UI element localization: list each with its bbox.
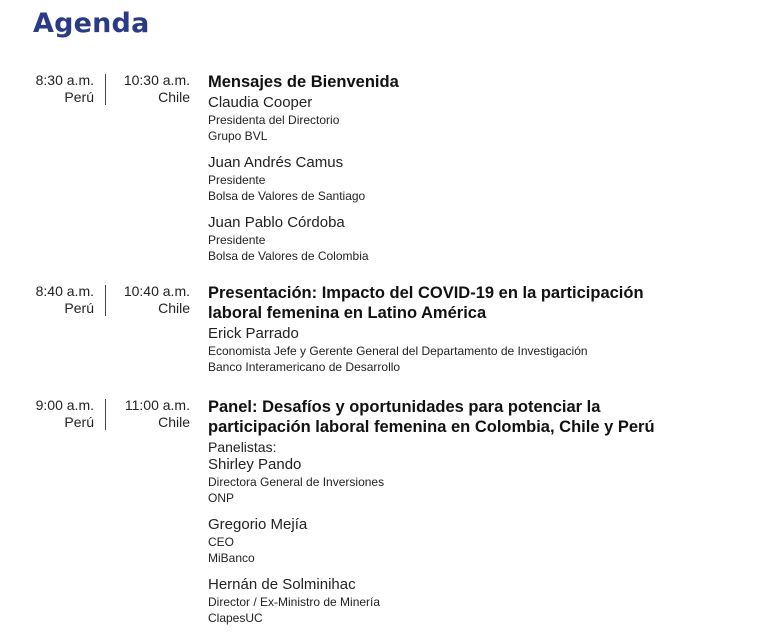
peru-time: 8:40 a.m.: [35, 283, 94, 299]
chile-time: 10:40 a.m.: [123, 283, 190, 299]
session-title-line: Presentación: Impacto del COVID-19 en la participación: [208, 284, 644, 302]
speaker-role: Economista Jefe y Gerente General del Departamento de Investigación: [208, 344, 588, 358]
page-title: Agenda: [33, 8, 150, 39]
speaker: [208, 214, 748, 264]
speaker-name: Shirley Pando: [208, 456, 302, 473]
speaker-role: Presidente: [208, 233, 266, 247]
speaker-role: Directora General de Inversiones: [208, 475, 385, 489]
session-content: [208, 283, 748, 385]
speaker: [208, 576, 748, 626]
peru-label: Perú: [64, 300, 94, 316]
peru-label: Perú: [64, 414, 94, 430]
panelists-label: Panelistas:: [208, 439, 277, 455]
session-content: [208, 397, 748, 636]
chile-time: 10:30 a.m.: [123, 72, 190, 88]
speaker-name: Erick Parrado: [208, 325, 299, 342]
session-title: [208, 397, 748, 437]
speaker-name: Juan Andrés Camus: [208, 154, 344, 171]
session-title: [208, 283, 748, 323]
speaker-name: Hernán de Solminihac: [208, 576, 356, 593]
session-title-line: participación laboral femenina en Colombia, Chile y Perú: [208, 418, 655, 436]
peru-time-block: [0, 397, 94, 431]
speaker-organization: Bolsa de Valores de Santiago: [208, 189, 366, 203]
chile-label: Chile: [158, 89, 190, 105]
chile-time: 11:00 a.m.: [124, 397, 190, 413]
speaker-role: Director / Ex-Ministro de Minería: [208, 595, 381, 609]
speaker-organization: ClapesUC: [208, 611, 263, 625]
speaker: [208, 94, 748, 144]
speaker: [208, 456, 748, 506]
chile-time-block: [110, 72, 190, 106]
chile-time-block: [110, 397, 190, 431]
speaker: [208, 516, 748, 566]
session-title: [208, 72, 748, 92]
peru-time-block: [0, 72, 94, 106]
chile-time-block: [110, 283, 190, 317]
speaker: [208, 325, 748, 375]
session-title-line: laboral femenina en Latino América: [208, 304, 487, 322]
speaker-organization: MiBanco: [208, 551, 255, 565]
time-divider: [105, 285, 106, 316]
session-title-line: Panel: Desafíos y oportunidades para potenciar la: [208, 398, 601, 416]
speaker-role: Presidente: [208, 173, 266, 187]
peru-time: 9:00 a.m.: [35, 397, 94, 413]
speaker-organization: Grupo BVL: [208, 129, 268, 143]
speaker-organization: Bolsa de Valores de Colombia: [208, 249, 369, 263]
chile-label: Chile: [158, 300, 190, 316]
time-divider: [105, 399, 106, 430]
speaker-name: Juan Pablo Córdoba: [208, 214, 345, 231]
chile-label: Chile: [158, 414, 190, 430]
session-content: [208, 72, 748, 274]
time-divider: [105, 74, 106, 105]
peru-time-block: [0, 283, 94, 317]
speaker-role: Presidenta del Directorio: [208, 113, 340, 127]
peru-label: Perú: [64, 89, 94, 105]
speaker-name: Claudia Cooper: [208, 94, 313, 111]
speaker: [208, 154, 748, 204]
speaker-role: CEO: [208, 535, 235, 549]
session-title-line: Mensajes de Bienvenida: [208, 73, 399, 91]
speaker-organization: Banco Interamericano de Desarrollo: [208, 360, 401, 374]
peru-time: 8:30 a.m.: [35, 72, 94, 88]
speaker-organization: ONP: [208, 491, 235, 505]
speaker-name: Gregorio Mejía: [208, 516, 308, 533]
